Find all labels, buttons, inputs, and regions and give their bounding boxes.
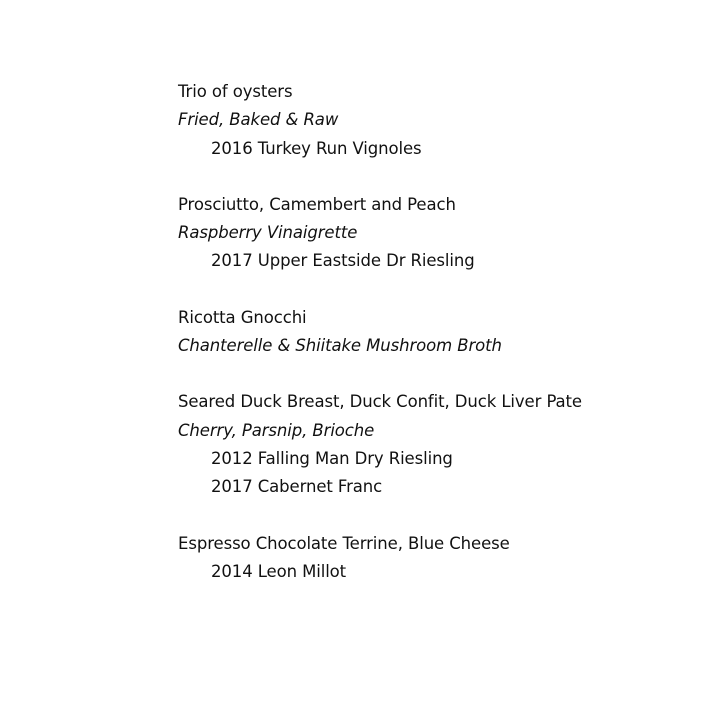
course-oysters	[178, 78, 698, 163]
dish-name: Prosciutto, Camembert and Peach	[178, 194, 456, 214]
menu	[178, 78, 698, 614]
wine-pairing: 2012 Falling Man Dry Riesling	[211, 448, 453, 468]
dish-name: Seared Duck Breast, Duck Confit, Duck Liver Pate	[178, 392, 582, 412]
dish-description: Cherry, Parsnip, Brioche	[178, 420, 375, 440]
dish-name: Ricotta Gnocchi	[178, 307, 307, 327]
dish-name: Espresso Chocolate Terrine, Blue Cheese	[178, 533, 510, 553]
course-gnocchi	[178, 304, 698, 361]
dish-name: Trio of oysters	[178, 82, 293, 101]
wine-pairing: 2016 Turkey Run Vignoles	[211, 138, 422, 158]
wine-pairing: 2017 Cabernet Franc	[211, 477, 383, 497]
course-duck	[178, 388, 698, 501]
course-prosciutto	[178, 191, 698, 276]
dish-description: Chanterelle & Shiitake Mushroom Broth	[178, 336, 502, 356]
wine-pairing: 2017 Upper Eastside Dr Riesling	[211, 251, 475, 271]
course-dessert	[178, 530, 698, 587]
wine-pairing: 2014 Leon Millot	[211, 561, 347, 581]
dish-description: Raspberry Vinaigrette	[178, 223, 358, 243]
dish-description: Fried, Baked & Raw	[178, 110, 339, 130]
